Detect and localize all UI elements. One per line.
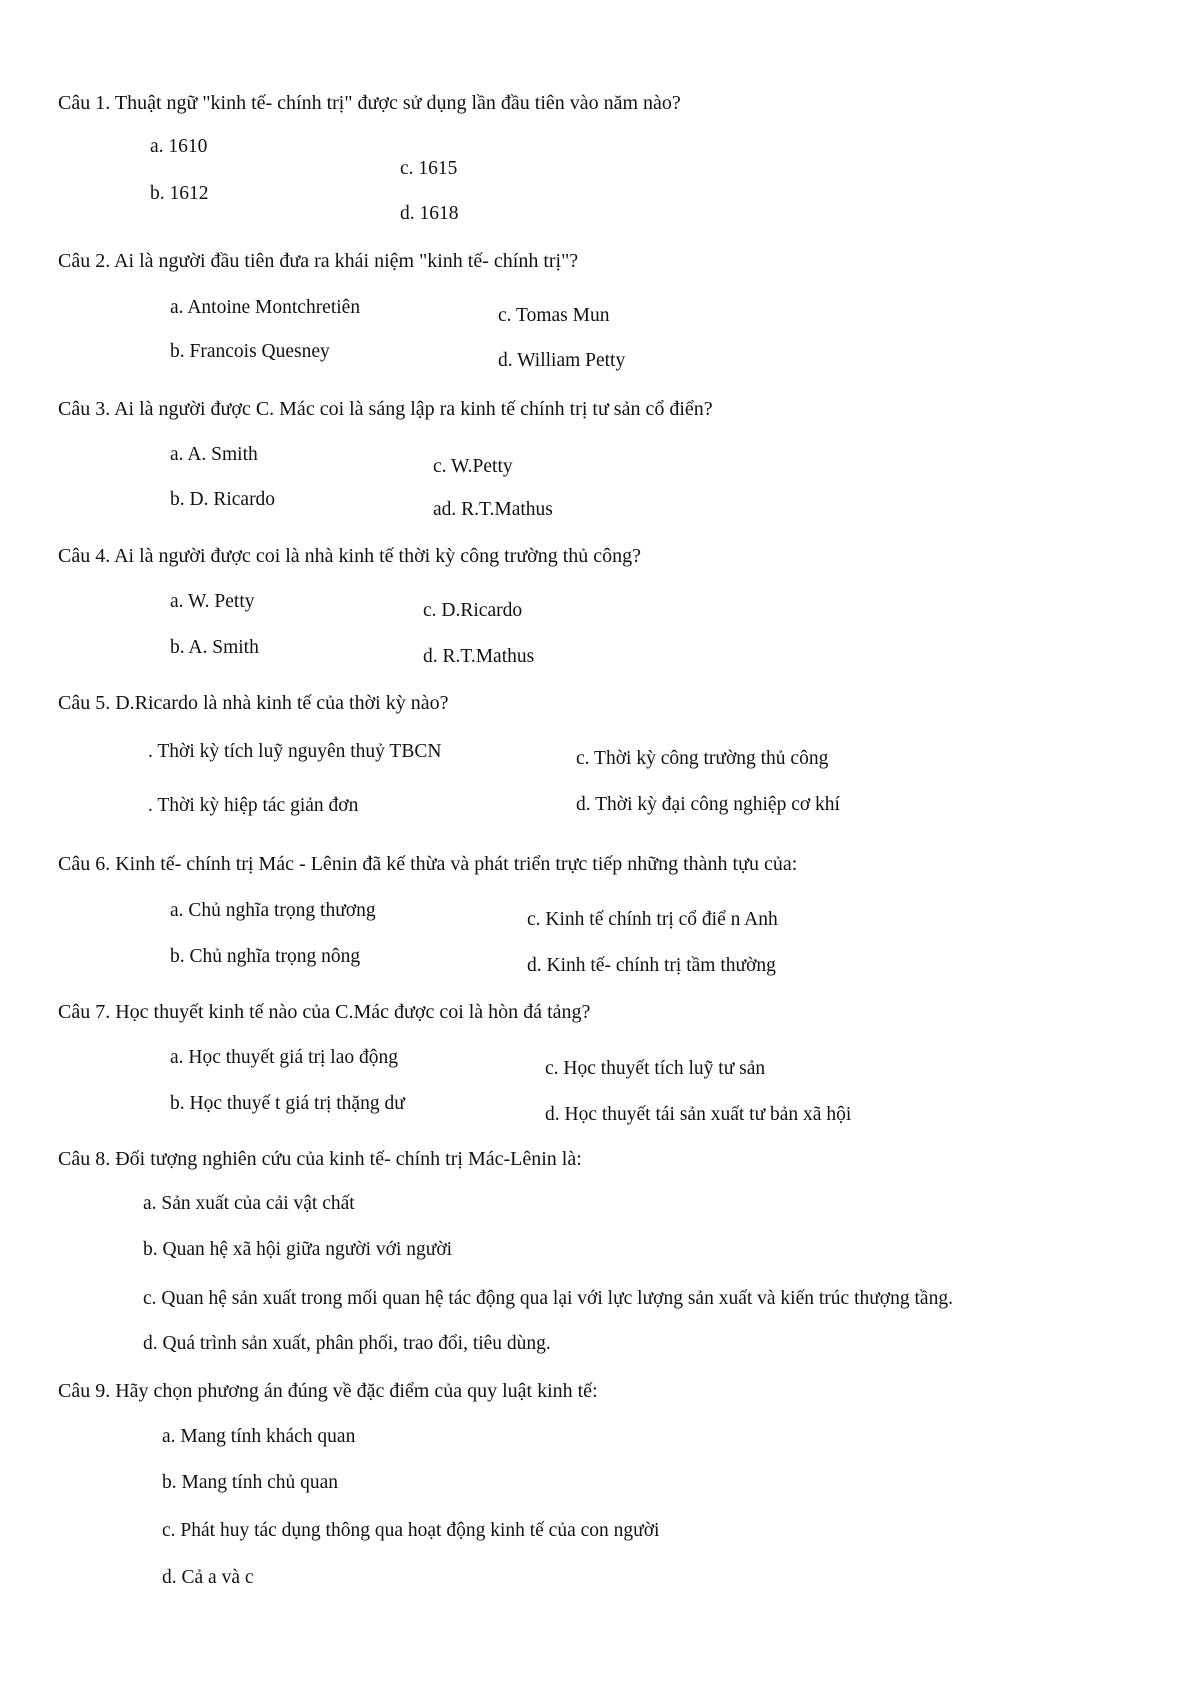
question-9-option-d: d. Cả a và c <box>162 1567 254 1588</box>
question-3-option-c: c. W.Petty <box>433 456 513 477</box>
question-4-option-b: b. A. Smith <box>170 637 259 658</box>
question-5-option-d: d. Thời kỳ đại công nghiệp cơ khí <box>576 794 840 815</box>
question-7-option-a: a. Học thuyết giá trị lao động <box>170 1047 398 1068</box>
question-6-text: Câu 6. Kinh tế- chính trị Mác - Lênin đã kế thừa và phát triển trực tiếp những thành tựu của: <box>58 853 798 875</box>
question-2-option-a: a. Antoine Montchretiên <box>170 297 361 318</box>
question-7-option-b: b. Học thuyế t giá trị thặng dư <box>170 1093 405 1114</box>
question-4-option-c: c. D.Ricardo <box>423 600 523 621</box>
question-2-text: Câu 2. Ai là người đầu tiên đưa ra khái niệm "kinh tế- chính trị"? <box>58 250 579 272</box>
question-9-text: Câu 9. Hãy chọn phương án đúng về đặc điểm của quy luật kinh tế: <box>58 1380 598 1402</box>
question-8-option-b: b. Quan hệ xã hội giữa người với người <box>143 1239 453 1260</box>
question-7-text: Câu 7. Học thuyết kinh tế nào của C.Mác được coi là hòn đá tảng? <box>58 1001 591 1023</box>
question-3-option-d: ad. R.T.Mathus <box>433 499 553 520</box>
question-8-text: Câu 8. Đối tượng nghiên cứu của kinh tế- chính trị Mác-Lênin là: <box>58 1148 582 1170</box>
question-5-option-b: . Thời kỳ hiệp tác giản đơn <box>148 795 359 816</box>
question-1-option-d: d. 1618 <box>400 203 459 224</box>
question-3-option-a: a. A. Smith <box>170 444 258 465</box>
question-2-option-c: c. Tomas Mun <box>498 305 610 326</box>
question-3-text: Câu 3. Ai là người được C. Mác coi là sáng lập ra kinh tế chính trị tư sản cổ điển? <box>58 398 713 420</box>
question-1-option-a: a. 1610 <box>150 136 208 157</box>
question-3-option-b: b. D. Ricardo <box>170 489 276 510</box>
question-5-option-a: . Thời kỳ tích luỹ nguyên thuỷ TBCN <box>148 741 442 762</box>
question-6-option-d: d. Kinh tế- chính trị tầm thường <box>527 955 776 976</box>
question-7-option-d: d. Học thuyết tái sản xuất tư bản xã hội <box>545 1104 852 1125</box>
question-4-text: Câu 4. Ai là người được coi là nhà kinh tế thời kỳ công trường thủ công? <box>58 545 642 567</box>
question-6-option-a: a. Chủ nghĩa trọng thương <box>170 900 376 921</box>
question-8-option-d: d. Quá trình sản xuất, phân phối, trao đổi, tiêu dùng. <box>143 1333 551 1354</box>
question-4-option-d: d. R.T.Mathus <box>423 646 535 667</box>
question-5-text: Câu 5. D.Ricardo là nhà kinh tế của thời kỳ nào? <box>58 692 449 714</box>
question-1-option-c: c. 1615 <box>400 158 458 179</box>
question-9-option-c: c. Phát huy tác dụng thông qua hoạt động kinh tế của con người <box>162 1520 660 1541</box>
question-1-option-b: b. 1612 <box>150 183 209 204</box>
question-4-option-a: a. W. Petty <box>170 591 255 612</box>
question-2-option-d: d. William Petty <box>498 350 626 371</box>
question-6-option-b: b. Chủ nghĩa trọng nông <box>170 946 361 967</box>
question-1-text: Câu 1. Thuật ngữ "kinh tế- chính trị" được sử dụng lần đầu tiên vào năm nào? <box>58 92 681 114</box>
question-2-option-b: b. Francois Quesney <box>170 341 330 362</box>
question-5-option-c: c. Thời kỳ công trường thủ công <box>576 748 829 769</box>
question-9-option-a: a. Mang tính khách quan <box>162 1426 356 1447</box>
question-7-option-c: c. Học thuyết tích luỹ tư sản <box>545 1058 766 1079</box>
question-6-option-c: c. Kinh tế chính trị cổ điể n Anh <box>527 909 778 930</box>
question-8-option-a: a. Sản xuất của cải vật chất <box>143 1193 355 1214</box>
question-8-option-c: c. Quan hệ sản xuất trong mối quan hệ tác động qua lại với lực lượng sản xuất và kiến trúc thượng tầng. <box>143 1288 953 1309</box>
question-9-option-b: b. Mang tính chủ quan <box>162 1472 339 1493</box>
